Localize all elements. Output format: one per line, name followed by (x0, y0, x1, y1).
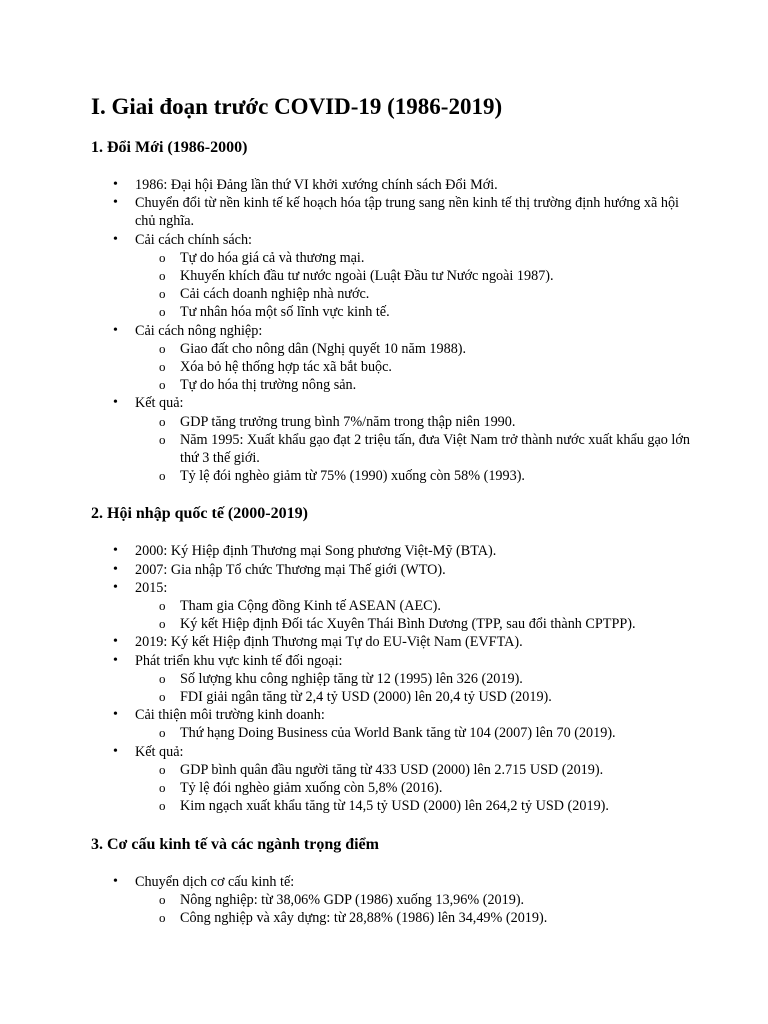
list-item (91, 322, 691, 395)
list-item-text: 2007: Gia nhập Tổ chức Thương mại Thế giới (WTO). (135, 561, 446, 578)
list-item-text: 1986: Đại hội Đảng lần thứ VI khởi xướng chính sách Đổi Mới. (135, 177, 498, 193)
sub-list (135, 670, 691, 706)
bullet-list (91, 873, 691, 928)
bullet-icon: • (113, 322, 118, 338)
circle-bullet-icon: o (159, 359, 166, 375)
bullet-icon: • (113, 743, 118, 759)
list-item-text: 2000: Ký Hiệp định Thương mại Song phương Việt-Mỹ (BTA). (135, 543, 497, 560)
document-page (91, 92, 691, 927)
sub-list-item (135, 303, 691, 321)
circle-bullet-icon: o (159, 413, 166, 429)
section-heading: 2. Hội nhập quốc tế (2000-2019) (91, 505, 308, 523)
bullet-icon: • (113, 579, 118, 595)
circle-bullet-icon: o (159, 616, 166, 632)
sub-list-item-text: GDP tăng trưởng trung bình 7%/năm trong thập niên 1990. (180, 413, 516, 430)
section (91, 504, 691, 815)
sub-list-item (135, 724, 691, 742)
sub-list (135, 413, 691, 486)
list-item-text: 2019: Ký kết Hiệp định Thương mại Tự do EU-Việt Nam (EVFTA). (135, 634, 523, 651)
list-item-text: Kết quả: (135, 743, 184, 760)
list-item-text: Chuyển dịch cơ cấu kinh tế: (135, 873, 295, 890)
circle-bullet-icon: o (159, 689, 166, 705)
sub-list-item-text: Năm 1995: Xuất khẩu gạo đạt 2 triệu tấn, đưa Việt Nam trở thành nước xuất khẩu gạo lớn thứ 3 thế giới. (180, 431, 690, 467)
circle-bullet-icon: o (159, 780, 166, 796)
section (91, 835, 691, 928)
sub-list-item-text: Khuyến khích đầu tư nước ngoài (Luật Đầu tư Nước ngoài 1987). (180, 268, 554, 285)
list-item (91, 231, 691, 322)
list-item-text: Cải cách chính sách: (135, 231, 252, 248)
sub-list-item-text: Nông nghiệp: từ 38,06% GDP (1986) xuống 13,96% (2019). (180, 891, 525, 908)
sub-list-item (135, 891, 691, 909)
sub-list-item-text: Tỷ lệ đói nghèo giảm xuống còn 5,8% (2016). (180, 780, 443, 797)
circle-bullet-icon: o (159, 377, 166, 393)
circle-bullet-icon: o (159, 340, 166, 356)
circle-bullet-icon: o (159, 909, 166, 925)
sub-list (135, 597, 691, 633)
document-body (91, 138, 691, 927)
bullet-icon: • (113, 707, 118, 723)
sub-list-item (135, 431, 691, 467)
bullet-icon: • (113, 634, 118, 650)
circle-bullet-icon: o (159, 249, 166, 265)
sub-list-item (135, 376, 691, 394)
sub-list-item (135, 340, 691, 358)
circle-bullet-icon: o (159, 304, 166, 320)
sub-list (135, 340, 691, 395)
bullet-icon: • (113, 231, 118, 247)
bullet-list (91, 176, 691, 485)
circle-bullet-icon: o (159, 286, 166, 302)
bullet-icon: • (113, 652, 118, 668)
sub-list-item-text: Xóa bỏ hệ thống hợp tác xã bắt buộc. (180, 359, 392, 376)
sub-list-item (135, 779, 691, 797)
sub-list-item (135, 267, 691, 285)
sub-list (135, 249, 691, 322)
list-item (91, 579, 691, 634)
circle-bullet-icon: o (159, 598, 166, 614)
circle-bullet-icon: o (159, 891, 166, 907)
sub-list (135, 891, 691, 927)
list-item (91, 652, 691, 707)
page-title: I. Giai đoạn trước COVID-19 (1986-2019) (91, 94, 503, 119)
section-heading: 3. Cơ cấu kinh tế và các ngành trọng điểm (91, 835, 379, 853)
sub-list-item (135, 358, 691, 376)
circle-bullet-icon: o (159, 798, 166, 814)
circle-bullet-icon: o (159, 725, 166, 741)
list-item (91, 706, 691, 742)
sub-list-item (135, 413, 691, 431)
sub-list-item (135, 249, 691, 267)
list-item (91, 394, 691, 485)
bullet-icon: • (113, 195, 118, 211)
sub-list-item-text: Số lượng khu công nghiệp tăng từ 12 (1995) lên 326 (2019). (180, 670, 523, 687)
sub-list-item (135, 761, 691, 779)
list-item (91, 542, 691, 560)
list-item (91, 194, 691, 230)
sub-list-item-text: Kim ngạch xuất khẩu tăng từ 14,5 tỷ USD (2000) lên 264,2 tỷ USD (2019). (180, 798, 609, 815)
list-item (91, 743, 691, 816)
sub-list-item (135, 797, 691, 815)
sub-list-item-text: Cải cách doanh nghiệp nhà nước. (180, 286, 370, 303)
circle-bullet-icon: o (159, 761, 166, 777)
sub-list-item-text: GDP bình quân đầu người tăng từ 433 USD (2000) lên 2.715 USD (2019). (180, 761, 604, 778)
list-item (91, 176, 691, 194)
list-item-text: Cải thiện môi trường kinh doanh: (135, 707, 325, 724)
sub-list-item (135, 688, 691, 706)
circle-bullet-icon: o (159, 431, 166, 447)
circle-bullet-icon: o (159, 468, 166, 484)
sub-list-item (135, 467, 691, 485)
sub-list-item (135, 285, 691, 303)
section-heading: 1. Đổi Mới (1986-2000) (91, 139, 248, 156)
sub-list (135, 761, 691, 816)
sub-list (135, 724, 691, 742)
sub-list-item-text: Thứ hạng Doing Business của World Bank tăng từ 104 (2007) lên 70 (2019). (180, 725, 616, 742)
sub-list-item (135, 597, 691, 615)
bullet-icon: • (113, 395, 118, 411)
sub-list-item-text: Tham gia Cộng đồng Kinh tế ASEAN (AEC). (180, 598, 441, 615)
bullet-icon: • (113, 543, 118, 559)
sub-list-item-text: Tỷ lệ đói nghèo giảm từ 75% (1990) xuống còn 58% (1993). (180, 468, 525, 485)
sub-list-item (135, 670, 691, 688)
sub-list-item-text: Tư nhân hóa một số lĩnh vực kinh tế. (180, 304, 390, 321)
list-item-text: Kết quả: (135, 395, 184, 412)
sub-list-item-text: FDI giải ngân tăng từ 2,4 tỷ USD (2000) lên 20,4 tỷ USD (2019). (180, 689, 552, 706)
sub-list-item-text: Giao đất cho nông dân (Nghị quyết 10 năm 1988). (180, 340, 467, 357)
sub-list-item-text: Tự do hóa thị trường nông sản. (180, 377, 357, 394)
list-item-text: Chuyển đổi từ nền kinh tế kế hoạch hóa tập trung sang nền kinh tế thị trường định hướng xã hội chủ nghĩa. (135, 195, 680, 230)
bullet-icon: • (113, 873, 118, 889)
list-item (91, 633, 691, 651)
sub-list-item-text: Công nghiệp và xây dựng: từ 28,88% (1986) lên 34,49% (2019). (180, 909, 548, 926)
sub-list-item (135, 909, 691, 927)
sub-list-item-text: Tự do hóa giá cả và thương mại. (180, 249, 365, 266)
bullet-icon: • (113, 177, 118, 192)
bullet-list (91, 542, 691, 815)
sub-list-item-text: Ký kết Hiệp định Đối tác Xuyên Thái Bình Dương (TPP, sau đổi thành CPTPP). (180, 616, 636, 633)
circle-bullet-icon: o (159, 670, 166, 686)
list-item-text: Phát triển khu vực kinh tế đối ngoại: (135, 652, 343, 669)
list-item-text: Cải cách nông nghiệp: (135, 322, 263, 339)
bullet-icon: • (113, 561, 118, 577)
sub-list-item (135, 615, 691, 633)
section (91, 138, 691, 485)
list-item (91, 873, 691, 928)
circle-bullet-icon: o (159, 268, 166, 284)
list-item-text: 2015: (135, 579, 168, 596)
list-item (91, 561, 691, 579)
